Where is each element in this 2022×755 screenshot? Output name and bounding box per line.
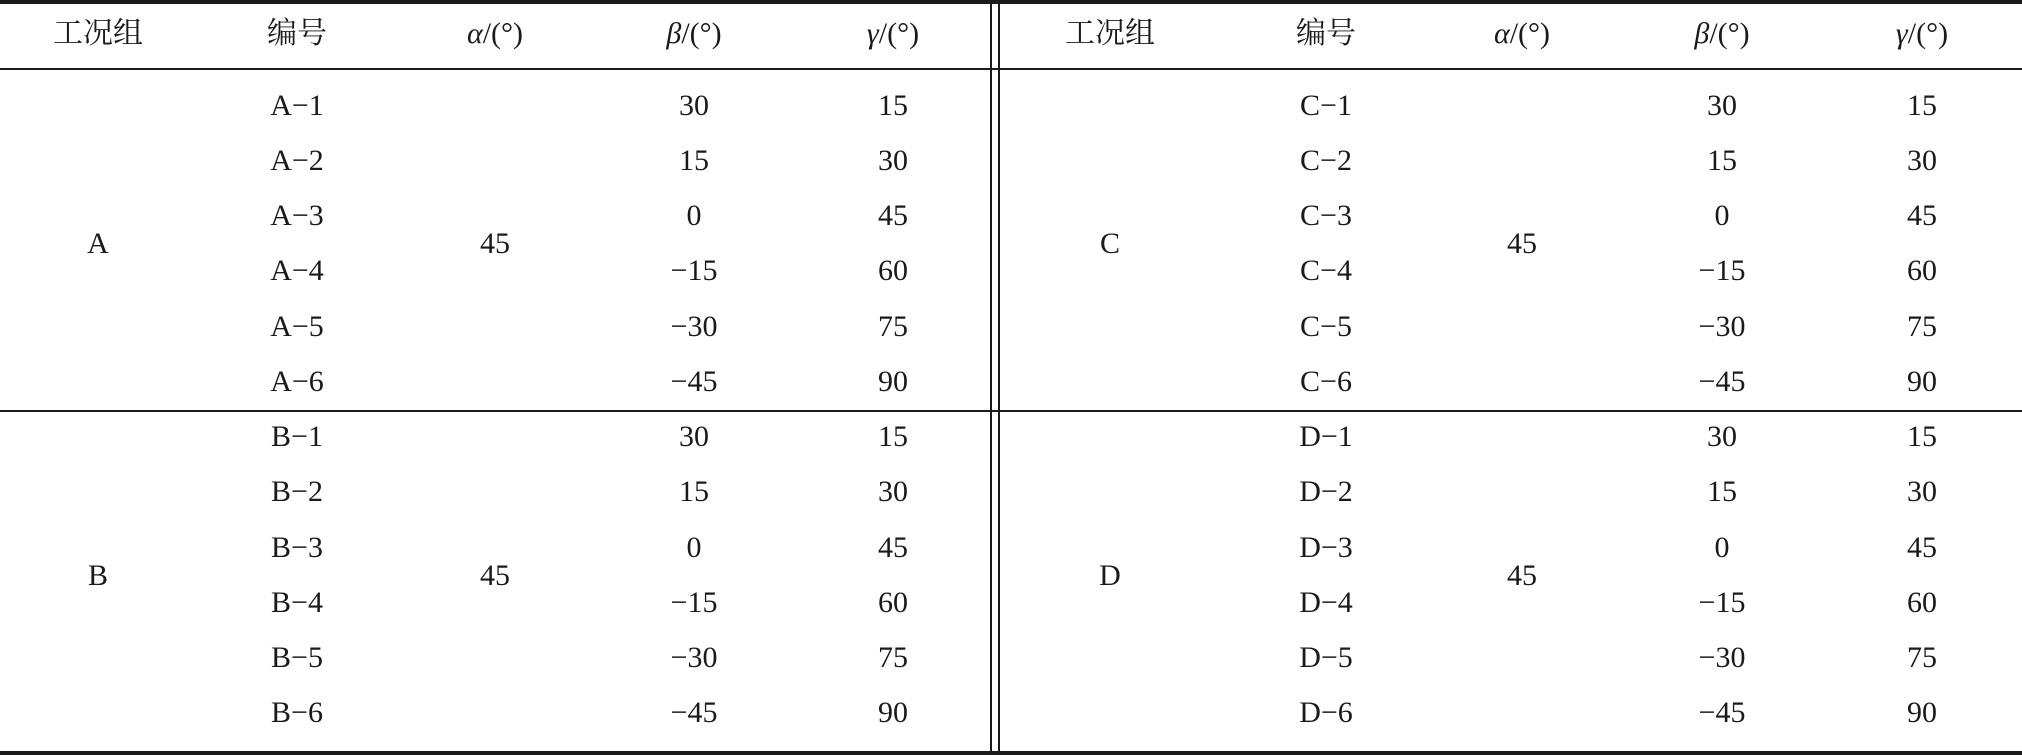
beta-value: 0	[1714, 531, 1730, 564]
header-alpha-right	[1494, 19, 1550, 49]
header-beta-right-symbol: β	[1694, 17, 1710, 50]
beta-value: 15	[679, 144, 709, 177]
gamma-value: 15	[878, 89, 908, 122]
gamma-value: 90	[878, 365, 908, 398]
case-id: D−3	[1299, 531, 1353, 564]
header-gamma-right-unit: /(°)	[1907, 17, 1949, 50]
gamma-value: 45	[878, 531, 908, 564]
beta-value: −45	[670, 696, 718, 729]
beta-value: 30	[1707, 89, 1737, 122]
alpha-value-b: 45	[480, 558, 510, 592]
case-id: B−6	[271, 696, 323, 729]
header-alpha-right-symbol: α	[1493, 17, 1510, 50]
case-id: B−3	[271, 531, 323, 564]
case-id: D−6	[1299, 696, 1353, 729]
alpha-value-c: 45	[1507, 226, 1537, 260]
header-beta-left	[666, 19, 721, 49]
case-id: D−5	[1299, 641, 1353, 674]
case-id: D−2	[1299, 475, 1353, 508]
beta-value: −15	[1698, 586, 1746, 619]
alpha-value-a: 45	[480, 226, 510, 260]
case-id: B−5	[271, 641, 323, 674]
header-alpha-left-symbol: α	[466, 17, 483, 50]
beta-value: 0	[686, 531, 702, 564]
beta-value: 30	[1707, 420, 1737, 453]
beta-value: −45	[1698, 696, 1746, 729]
header-beta-left-symbol: β	[666, 17, 682, 50]
case-id: B−2	[271, 475, 323, 508]
header-rule	[0, 68, 2022, 70]
case-id: A−1	[270, 89, 324, 122]
mid-rule	[0, 410, 2022, 412]
header-alpha-right-unit: /(°)	[1509, 17, 1551, 50]
header-alpha-left	[467, 19, 523, 49]
beta-value: −30	[670, 641, 718, 674]
case-id: A−2	[270, 144, 324, 177]
case-id: C−1	[1300, 89, 1352, 122]
beta-value: 0	[686, 199, 702, 232]
header-beta-right	[1694, 19, 1749, 49]
gamma-value: 45	[1907, 199, 1937, 232]
gamma-value: 75	[878, 641, 908, 674]
gamma-value: 45	[878, 199, 908, 232]
gamma-value: 60	[878, 254, 908, 287]
gamma-value: 60	[878, 586, 908, 619]
header-group-left: 工况组	[53, 17, 143, 50]
header-alpha-left-unit: /(°)	[482, 17, 524, 50]
gamma-value: 90	[878, 696, 908, 729]
case-id: D−4	[1299, 586, 1353, 619]
gamma-value: 30	[1907, 475, 1937, 508]
beta-value: −45	[1698, 365, 1746, 398]
beta-value: 15	[1707, 475, 1737, 508]
case-id: A−5	[270, 310, 324, 343]
beta-value: 30	[679, 420, 709, 453]
group-label-c: C	[1099, 226, 1121, 260]
case-id: C−2	[1300, 144, 1352, 177]
gamma-value: 15	[878, 420, 908, 453]
gamma-value: 30	[1907, 144, 1937, 177]
case-id: C−4	[1300, 254, 1352, 287]
alpha-value-d: 45	[1507, 558, 1537, 592]
case-id: A−4	[270, 254, 324, 287]
gamma-value: 30	[878, 475, 908, 508]
beta-value: −30	[1698, 641, 1746, 674]
group-label-b: B	[87, 558, 109, 592]
gamma-value: 60	[1907, 586, 1937, 619]
header-gamma-right	[1896, 19, 1948, 49]
divider-line-1	[990, 0, 992, 755]
beta-value: 15	[679, 475, 709, 508]
divider-line-2	[998, 0, 1000, 755]
bottom-rule	[0, 751, 2022, 755]
beta-value: −45	[670, 365, 718, 398]
case-id: C−5	[1300, 310, 1352, 343]
beta-value: 0	[1714, 199, 1730, 232]
gamma-value: 15	[1907, 420, 1937, 453]
gamma-value: 60	[1907, 254, 1937, 287]
beta-value: −15	[1698, 254, 1746, 287]
beta-value: 30	[679, 89, 709, 122]
case-id: D−1	[1299, 420, 1353, 453]
beta-value: −30	[670, 310, 718, 343]
header-group-right: 工况组	[1065, 17, 1155, 50]
gamma-value: 75	[1907, 641, 1937, 674]
case-id: A−6	[270, 365, 324, 398]
header-beta-right-unit: /(°)	[1709, 17, 1750, 50]
beta-value: −15	[670, 254, 718, 287]
header-gamma-left	[867, 19, 919, 49]
beta-value: −15	[670, 586, 718, 619]
header-beta-left-unit: /(°)	[681, 17, 722, 50]
gamma-value: 15	[1907, 89, 1937, 122]
header-gamma-left-unit: /(°)	[878, 17, 920, 50]
beta-value: 15	[1707, 144, 1737, 177]
case-id: A−3	[270, 199, 324, 232]
gamma-value: 90	[1907, 696, 1937, 729]
case-id: C−3	[1300, 199, 1352, 232]
header-gamma-right-symbol: γ	[1895, 17, 1908, 50]
header-id-right: 编号	[1296, 17, 1356, 50]
beta-value: −30	[1698, 310, 1746, 343]
case-id: B−1	[271, 420, 323, 453]
group-label-d: D	[1099, 558, 1121, 592]
header-id-left: 编号	[267, 17, 327, 50]
gamma-value: 30	[878, 144, 908, 177]
case-id: B−4	[271, 586, 323, 619]
top-rule	[0, 0, 2022, 4]
gamma-value: 75	[1907, 310, 1937, 343]
gamma-value: 90	[1907, 365, 1937, 398]
header-gamma-left-symbol: γ	[866, 17, 879, 50]
gamma-value: 75	[878, 310, 908, 343]
gamma-value: 45	[1907, 531, 1937, 564]
case-id: C−6	[1300, 365, 1352, 398]
group-label-a: A	[87, 226, 109, 260]
